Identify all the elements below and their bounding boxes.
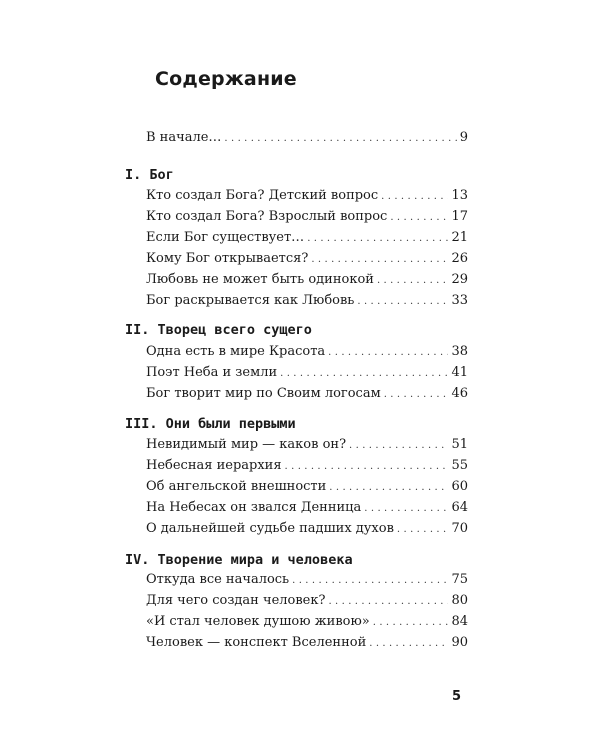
dot-leader [390, 207, 448, 229]
toc-entry-title: Для чего создан человек? [146, 593, 326, 608]
toc-entry[interactable] [146, 269, 468, 291]
dot-leader [397, 519, 449, 541]
toc-entry-title: Кто создал Бога? Взрослый вопрос [146, 209, 388, 224]
dot-leader [381, 186, 448, 208]
toc-entry-title: Любовь не может быть одинокой [146, 272, 374, 287]
toc-entry[interactable] [146, 518, 468, 540]
toc-entry[interactable] [146, 341, 468, 363]
dot-leader [328, 342, 448, 364]
toc-entry-page: 17 [451, 209, 468, 224]
dot-leader [224, 128, 456, 150]
dot-leader [307, 228, 448, 250]
toc-entry-page: 51 [451, 437, 468, 452]
toc-entry-page: 21 [451, 230, 468, 245]
toc-entry-page: 26 [451, 251, 468, 266]
section-heading-4[interactable]: IV. Творение мира и человека [125, 552, 353, 568]
toc-entry-page: 84 [451, 614, 468, 629]
section-heading-2[interactable]: II. Творец всего сущего [125, 322, 312, 338]
toc-entry[interactable] [146, 434, 468, 456]
dot-leader [349, 435, 448, 457]
toc-entry-title: Небесная иерархия [146, 458, 282, 473]
toc-entry-title: Поэт Неба и земли [146, 365, 278, 380]
toc-entry[interactable] [146, 362, 468, 384]
dot-leader [357, 291, 448, 313]
toc-entry-title: Откуда все началось [146, 572, 290, 587]
toc-entry[interactable] [146, 611, 468, 633]
toc-entry-page: 60 [451, 479, 468, 494]
toc-entry-page: 38 [451, 344, 468, 359]
dot-leader [377, 270, 449, 292]
toc-entry-title: Одна есть в мире Красота [146, 344, 326, 359]
toc-entry-page: 13 [451, 188, 468, 203]
toc-entry[interactable] [146, 290, 468, 312]
dot-leader [364, 498, 448, 520]
section-heading-1[interactable]: I. Бог [125, 167, 174, 183]
toc-entry[interactable] [146, 497, 468, 519]
toc-entry[interactable] [146, 383, 468, 405]
page-title: Содержание [155, 68, 297, 90]
toc-entry-title: Если Бог существует… [146, 230, 305, 245]
toc-entry-page: 90 [451, 635, 468, 650]
toc-entry-title: «И стал человек душою живою» [146, 614, 370, 629]
toc-entry[interactable] [146, 185, 468, 207]
section-heading-3[interactable]: III. Они были первыми [125, 416, 296, 432]
toc-entry-page: 64 [451, 500, 468, 515]
dot-leader [373, 612, 449, 634]
toc-entry-title: Кто создал Бога? Детский вопрос [146, 188, 379, 203]
toc-entry-page: 33 [451, 293, 468, 308]
toc-entry-page: 75 [451, 572, 468, 587]
toc-entry[interactable] [146, 632, 468, 654]
toc-entry[interactable] [146, 227, 468, 249]
dot-leader [285, 456, 449, 478]
toc-entry[interactable] [146, 476, 468, 498]
toc-entry-title: Человек — конспект Вселенной [146, 635, 367, 650]
dot-leader [329, 477, 448, 499]
toc-entry[interactable] [146, 248, 468, 270]
toc-entry-title: Бог раскрывается как Любовь [146, 293, 355, 308]
toc-entry-title: О дальнейшей судьбе падших духов [146, 521, 394, 536]
toc-entry-title: В начале… [146, 130, 222, 145]
dot-leader [384, 384, 449, 406]
toc-entry-title: Невидимый мир — каков он? [146, 437, 347, 452]
dot-leader [328, 591, 448, 613]
dot-leader [369, 633, 448, 655]
toc-entry[interactable] [146, 569, 468, 591]
toc-entry[interactable] [146, 590, 468, 612]
toc-entry-title: Об ангельской внешности [146, 479, 327, 494]
dot-leader [292, 570, 448, 592]
page-number: 5 [452, 689, 462, 704]
toc-entry-title: Бог творит мир по Своим логосам [146, 386, 381, 401]
dot-leader [311, 249, 448, 271]
dot-leader [280, 363, 448, 385]
toc-entry-title: Кому Бог открывается? [146, 251, 309, 266]
toc-entry-page: 80 [451, 593, 468, 608]
toc-entry-title: На Небесах он звался Денница [146, 500, 362, 515]
toc-entry-page: 55 [451, 458, 468, 473]
toc-entry-page: 41 [451, 365, 468, 380]
toc-entry-page: 9 [459, 130, 468, 145]
toc-entry[interactable] [146, 455, 468, 477]
toc-entry-intro[interactable] [146, 127, 468, 149]
toc-entry-page: 29 [451, 272, 468, 287]
toc-entry-page: 70 [451, 521, 468, 536]
toc-entry-page: 46 [451, 386, 468, 401]
toc-entry[interactable] [146, 206, 468, 228]
